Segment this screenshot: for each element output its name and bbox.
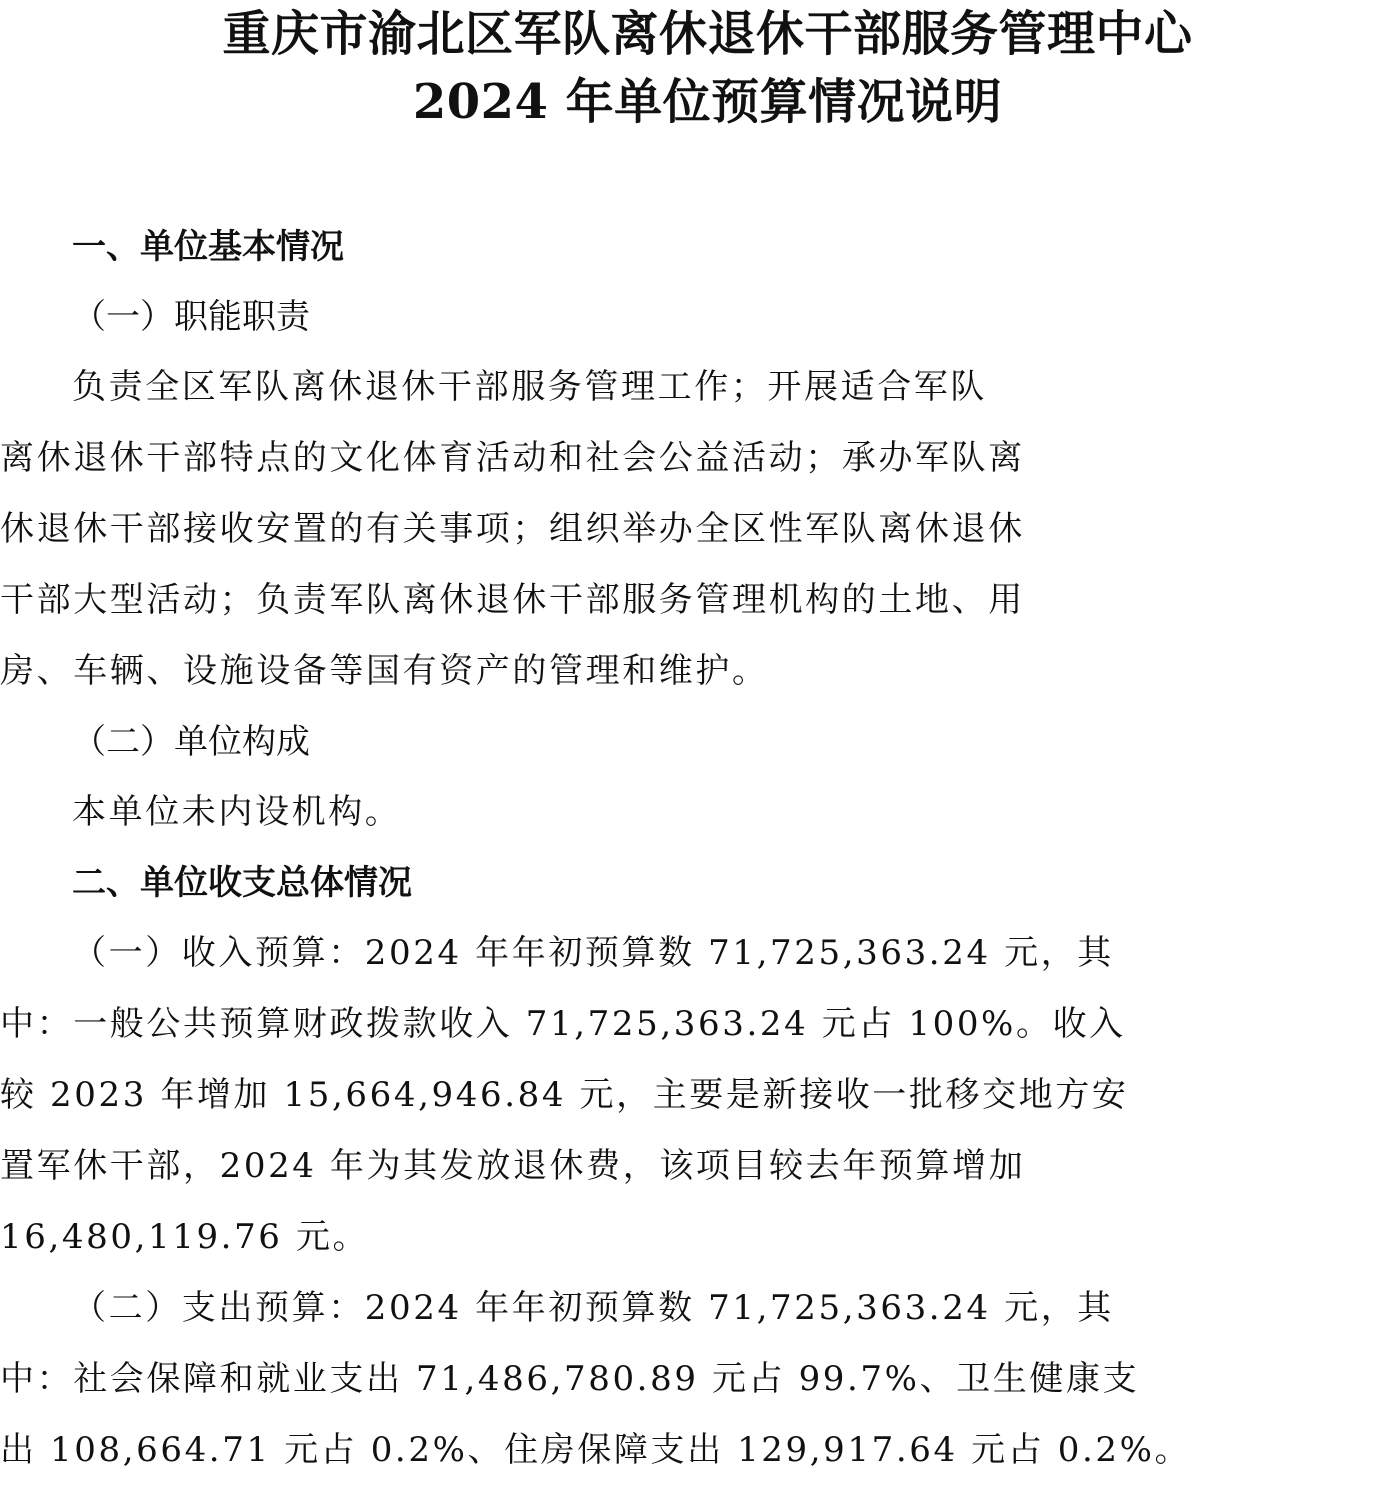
paragraph-line: 干部大型活动；负责军队离休退休干部服务管理机构的土地、用 — [0, 580, 1025, 620]
document-body — [0, 212, 1192, 1486]
paragraph-line: 中：社会保障和就业支出 71,486,780.89 元占 99.7%、卫生健康支 — [0, 1359, 1140, 1399]
paragraph-line: 休退休干部接收安置的有关事项；组织举办全区性军队离休退休 — [0, 509, 1025, 549]
paragraph-line: 负责全区军队离休退休干部服务管理工作；开展适合军队 — [72, 367, 987, 407]
document-page — [190, 0, 1225, 136]
section-1-sub-2-heading: （二）单位构成 — [72, 722, 310, 762]
paragraph-line: 16,480,119.76 元。 — [0, 1217, 370, 1257]
paragraph-line: 本单位未内设机构。 — [72, 792, 402, 832]
paragraph-line: （一）收入预算：2024 年年初预算数 71,725,363.24 元，其 — [72, 933, 1114, 973]
section-1-sub-1-heading: （一）职能职责 — [72, 297, 310, 337]
section-1-sub-2-paragraph — [0, 777, 1035, 848]
income-paragraph — [0, 918, 1129, 1273]
title-line-2: 2024 年单位预算情况说明 — [412, 74, 1003, 130]
document-title — [190, 0, 1225, 136]
section-1-heading: 一、单位基本情况 — [72, 227, 344, 267]
expense-paragraph — [0, 1273, 1192, 1486]
paragraph-line: （二）支出预算：2024 年年初预算数 71,725,363.24 元，其 — [72, 1288, 1114, 1328]
section-1-sub-1-paragraph — [0, 352, 1035, 707]
paragraph-line: 房、车辆、设施设备等国有资产的管理和维护。 — [0, 651, 769, 691]
paragraph-line: 较 2023 年增加 15,664,946.84 元，主要是新接收一批移交地方安 — [0, 1075, 1129, 1115]
title-line-1: 重庆市渝北区军队离休退休干部服务管理中心 — [222, 6, 1193, 62]
section-2-heading: 二、单位收支总体情况 — [72, 863, 412, 903]
paragraph-line: 中：一般公共预算财政拨款收入 71,725,363.24 元占 100%。收入 — [0, 1004, 1126, 1044]
paragraph-line: 置军休干部，2024 年为其发放退休费，该项目较去年预算增加 — [0, 1146, 1026, 1186]
paragraph-line: 离休退休干部特点的文化体育活动和社会公益活动；承办军队离 — [0, 438, 1025, 478]
paragraph-line: 出 108,664.71 元占 0.2%、住房保障支出 129,917.64 元占 0.2%。 — [0, 1430, 1192, 1470]
